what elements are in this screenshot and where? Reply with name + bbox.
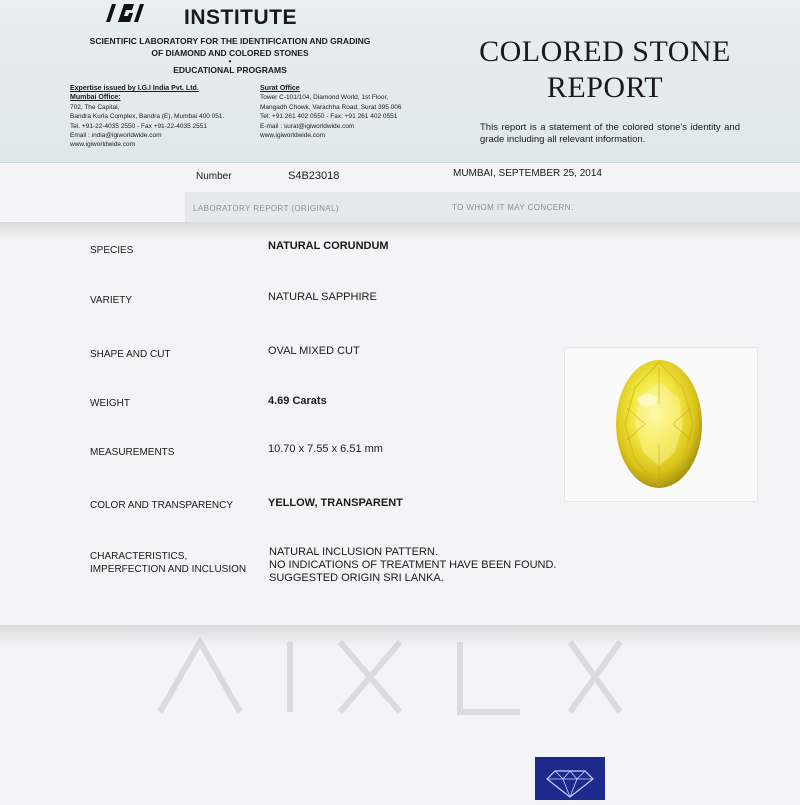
variety-value: NATURAL SAPPHIRE [268,291,377,303]
subtitle-line: OF DIAMOND AND COLORED STONES [151,47,309,58]
characteristics-label-line: CHARACTERISTICS, [90,551,188,562]
stone-photo [564,347,758,502]
characteristics-label-line: IMPERFECTION AND INCLUSION [90,564,247,575]
subtitle-line: SCIENTIFIC LABORATORY FOR THE IDENTIFICATION AND GRADING [89,36,371,46]
expertise-line: Expertise issued by I.G.I India Pvt. Ltd. [70,85,199,92]
color-value: YELLOW, TRANSPARENT [268,497,403,509]
email-line: Email : india@igiworldwide.com [70,132,162,140]
color-label: COLOR AND TRANSPARENCY [90,500,233,511]
mumbai-office [70,84,260,150]
species-label: SPECIES [90,245,134,256]
shape-value: OVAL MIXED CUT [268,345,360,357]
address-line: Bandra Kurla Complex, Bandra (E), Mumbai 400 051. [70,113,225,121]
characteristics-value [269,546,556,585]
paper-fold [0,222,800,240]
sapphire-image [565,348,757,501]
report-title-line: REPORT [546,71,664,104]
characteristics-line: SUGGESTED ORIGIN SRI LANKA. [269,572,444,584]
report-header [0,0,800,163]
shape-label: SHAPE AND CUT [90,349,171,360]
lab-report-caption: LABORATORY REPORT (ORIGINAL) [193,204,339,213]
measurements-label: MEASUREMENTS [90,447,175,458]
surat-office [260,84,440,140]
phone-line: Tel. +91-22-4035 2550 - Fax +91-22-4035 2551 [70,122,207,130]
institute-subtitle [40,36,420,77]
variety-label: VARIETY [90,295,133,306]
address-line: Tower C-101/104, Diamond World, 1st Floor, [260,94,389,102]
to-whom-caption: TO WHOM IT MAY CONCERN. [452,203,574,212]
report-title-line: COLORED STONE [479,35,731,68]
weight-label: WEIGHT [90,398,130,409]
number-label: Number [196,171,232,182]
characteristics-line: NATURAL INCLUSION PATTERN. [269,546,438,558]
measurements-value: 10.70 x 7.55 x 6.51 mm [268,443,383,455]
watermark-graphic [140,632,660,722]
website-line: www.igiworldwide.com [260,132,326,140]
office-heading: Surat Office [260,85,300,92]
bullet: • [228,57,232,66]
location-date: MUMBAI, SEPTEMBER 25, 2014 [453,168,602,179]
address-line: Mangadh Chowk, Varachha Road, Surat 395 006 [260,103,402,111]
report-title [455,34,755,106]
weight-value: 4.69 Carats [268,395,327,407]
phone-line: Tel: +91 261 402 0550 - Fax: +91 261 402 0551 [260,113,398,121]
subtitle-line: EDUCATIONAL PROGRAMS [173,65,287,75]
institute-name: INSTITUTE [184,6,297,29]
website-line: www.igiworldwide.com [70,141,136,149]
species-value: NATURAL CORUNDUM [268,240,389,252]
characteristics-line: NO INDICATIONS OF TREATMENT HAVE BEEN FOUND. [269,559,557,571]
office-heading: Mumbai Office: [70,94,121,102]
address-line: 702, The Capital, [70,103,120,111]
report-number: S4B23018 [288,170,340,182]
email-line: E-mail : surat@igiworldwide.com [260,122,355,130]
diamond-icon [535,757,605,800]
igi-logo [104,2,144,24]
report-description: This report is a statement of the colored stone's identity and grade including all relevant information. [480,122,740,145]
security-stamp [535,757,605,800]
characteristics-label [90,550,246,576]
